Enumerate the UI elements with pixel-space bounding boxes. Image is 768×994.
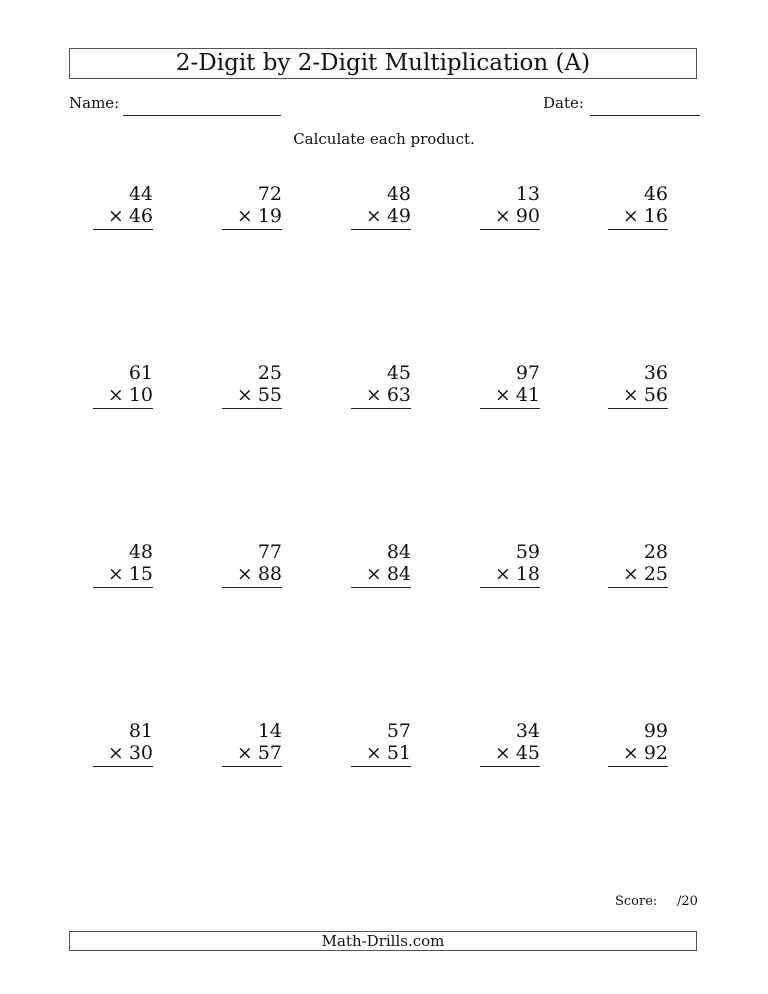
problem bbox=[222, 183, 282, 230]
multiply-icon: × bbox=[365, 563, 382, 585]
problem-top-number: 45 bbox=[386, 362, 411, 384]
problem-top-number: 48 bbox=[128, 541, 153, 563]
problem bbox=[351, 362, 411, 409]
problem-bottom-number: 55 bbox=[257, 384, 282, 406]
problem-top-number: 46 bbox=[643, 183, 668, 205]
multiply-icon: × bbox=[494, 563, 511, 585]
problem-bottom-number: 88 bbox=[257, 563, 282, 585]
problem bbox=[608, 362, 668, 409]
problem-bottom-number: 19 bbox=[257, 205, 282, 227]
problem bbox=[222, 362, 282, 409]
problem-bottom-number: 30 bbox=[128, 742, 153, 764]
problem-top-number: 44 bbox=[128, 183, 153, 205]
problem-top-number: 84 bbox=[386, 541, 411, 563]
problem-bottom-number: 46 bbox=[128, 205, 153, 227]
multiply-icon: × bbox=[494, 742, 511, 764]
multiply-icon: × bbox=[622, 742, 639, 764]
problem-bottom-row bbox=[222, 205, 282, 230]
problem-bottom-number: 16 bbox=[643, 205, 668, 227]
problem-bottom-row bbox=[222, 384, 282, 409]
problem-top-number: 28 bbox=[643, 541, 668, 563]
problem-top-number: 13 bbox=[515, 183, 540, 205]
problem-bottom-number: 57 bbox=[257, 742, 282, 764]
problem-bottom-number: 18 bbox=[515, 563, 540, 585]
score-total: /20 bbox=[677, 894, 698, 909]
problem-bottom-number: 25 bbox=[643, 563, 668, 585]
problem-bottom-row bbox=[480, 563, 540, 588]
name-label: Name: bbox=[69, 94, 120, 112]
multiply-icon: × bbox=[107, 563, 124, 585]
problem-bottom-number: 15 bbox=[128, 563, 153, 585]
problem-bottom-number: 49 bbox=[386, 205, 411, 227]
problem-bottom-number: 56 bbox=[643, 384, 668, 406]
problem-bottom-row bbox=[351, 742, 411, 767]
problem bbox=[222, 541, 282, 588]
problem-bottom-row bbox=[608, 563, 668, 588]
multiply-icon: × bbox=[236, 205, 253, 227]
problem-top-number: 25 bbox=[257, 362, 282, 384]
multiply-icon: × bbox=[494, 384, 511, 406]
problem-bottom-row bbox=[222, 742, 282, 767]
problem bbox=[93, 183, 153, 230]
problem-bottom-number: 84 bbox=[386, 563, 411, 585]
problem-bottom-row bbox=[608, 384, 668, 409]
problem-bottom-number: 10 bbox=[128, 384, 153, 406]
problem-bottom-number: 92 bbox=[643, 742, 668, 764]
date-field[interactable] bbox=[590, 115, 700, 116]
multiply-icon: × bbox=[365, 205, 382, 227]
multiply-icon: × bbox=[365, 384, 382, 406]
multiply-icon: × bbox=[622, 384, 639, 406]
problem bbox=[222, 720, 282, 767]
multiply-icon: × bbox=[107, 205, 124, 227]
problem-bottom-row bbox=[222, 563, 282, 588]
footer bbox=[69, 931, 697, 951]
multiply-icon: × bbox=[236, 384, 253, 406]
problem bbox=[608, 541, 668, 588]
multiply-icon: × bbox=[236, 742, 253, 764]
problem bbox=[480, 183, 540, 230]
problem-bottom-row bbox=[351, 384, 411, 409]
problem-top-number: 77 bbox=[257, 541, 282, 563]
problem-top-number: 57 bbox=[386, 720, 411, 742]
problem-bottom-row bbox=[93, 205, 153, 230]
problem bbox=[93, 541, 153, 588]
multiply-icon: × bbox=[494, 205, 511, 227]
problem-bottom-row bbox=[480, 205, 540, 230]
multiply-icon: × bbox=[622, 205, 639, 227]
worksheet-title bbox=[69, 48, 697, 79]
problem-bottom-row bbox=[351, 563, 411, 588]
problem bbox=[480, 720, 540, 767]
problem-bottom-number: 51 bbox=[386, 742, 411, 764]
worksheet-title-text: 2-Digit by 2-Digit Multiplication (A) bbox=[175, 50, 591, 76]
problem-top-number: 72 bbox=[257, 183, 282, 205]
problem bbox=[480, 541, 540, 588]
score-label: Score: bbox=[615, 894, 658, 909]
problem-top-number: 61 bbox=[128, 362, 153, 384]
problem-top-number: 81 bbox=[128, 720, 153, 742]
problem-top-number: 59 bbox=[515, 541, 540, 563]
problem bbox=[351, 720, 411, 767]
multiply-icon: × bbox=[107, 384, 124, 406]
problem-top-number: 36 bbox=[643, 362, 668, 384]
problem bbox=[351, 183, 411, 230]
footer-text: Math-Drills.com bbox=[321, 931, 445, 950]
multiply-icon: × bbox=[365, 742, 382, 764]
problem-top-number: 34 bbox=[515, 720, 540, 742]
problem-bottom-number: 90 bbox=[515, 205, 540, 227]
problem-bottom-row bbox=[93, 563, 153, 588]
name-field[interactable] bbox=[123, 115, 281, 116]
problem-bottom-row bbox=[351, 205, 411, 230]
problem-bottom-number: 63 bbox=[386, 384, 411, 406]
problem-bottom-row bbox=[608, 205, 668, 230]
problem-top-number: 99 bbox=[643, 720, 668, 742]
problem-bottom-number: 45 bbox=[515, 742, 540, 764]
problem-top-number: 14 bbox=[257, 720, 282, 742]
multiply-icon: × bbox=[107, 742, 124, 764]
problem-top-number: 48 bbox=[386, 183, 411, 205]
multiply-icon: × bbox=[622, 563, 639, 585]
multiply-icon: × bbox=[236, 563, 253, 585]
date-label: Date: bbox=[543, 94, 584, 112]
problem bbox=[608, 183, 668, 230]
problem-bottom-number: 41 bbox=[515, 384, 540, 406]
instructions: Calculate each product. bbox=[293, 130, 475, 148]
problem-top-number: 97 bbox=[515, 362, 540, 384]
problem-bottom-row bbox=[480, 384, 540, 409]
problem bbox=[480, 362, 540, 409]
problem bbox=[608, 720, 668, 767]
problem-bottom-row bbox=[93, 742, 153, 767]
problem bbox=[351, 541, 411, 588]
problem-bottom-row bbox=[608, 742, 668, 767]
problem bbox=[93, 362, 153, 409]
problem-bottom-row bbox=[93, 384, 153, 409]
problem-bottom-row bbox=[480, 742, 540, 767]
problem bbox=[93, 720, 153, 767]
